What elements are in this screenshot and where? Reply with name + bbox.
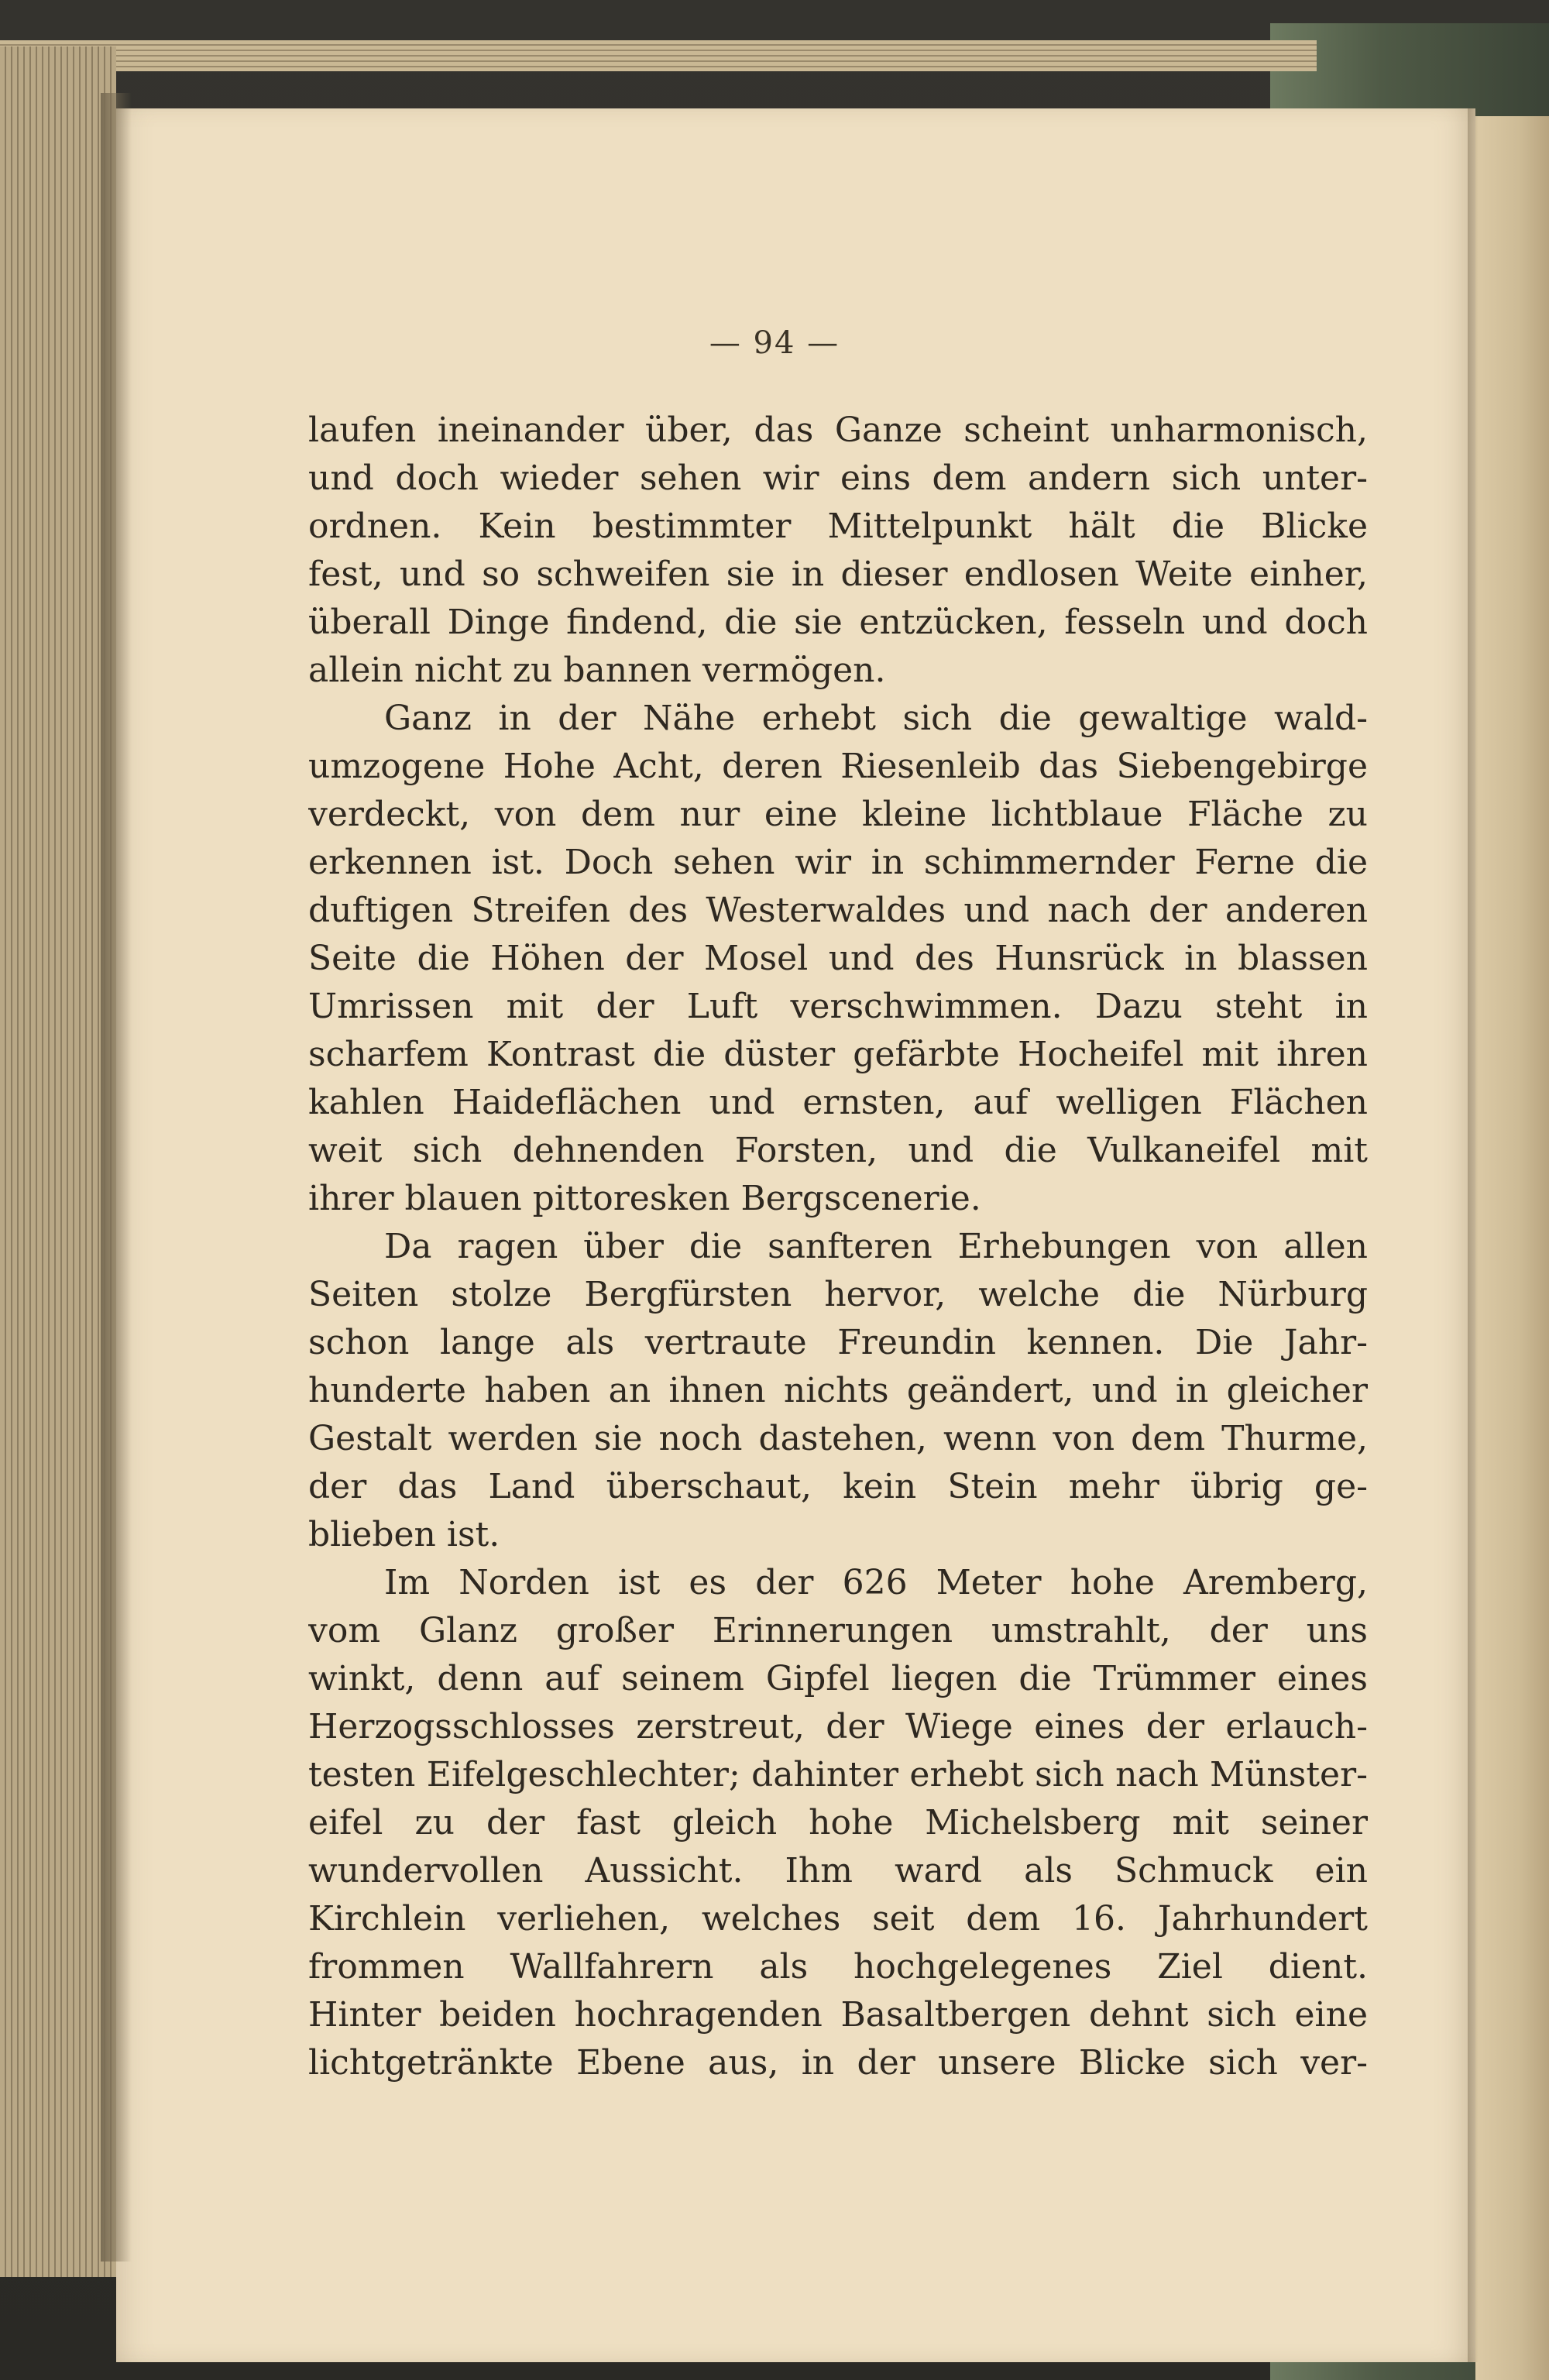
page-stack-left (0, 46, 116, 2277)
text-line: umzogene Hohe Acht, deren Riesenleib das Siebengebirge (308, 747, 1368, 786)
text-line: schon lange als vertraute Freundin kennen. Die Jahr- (308, 1323, 1368, 1362)
text-line: ordnen. Kein bestimmter Mittelpunkt hält die Blicke (308, 507, 1368, 546)
text-line: der das Land überschaut, kein Stein mehr übrig ge- (308, 1467, 1368, 1506)
text-line: wundervollen Aussicht. Ihm ward als Schmuck ein (308, 1851, 1368, 1891)
text-line: Kirchlein verliehen, welches seit dem 16. Jahrhundert (308, 1899, 1368, 1939)
text-line: blieben ist. (308, 1515, 500, 1554)
page-stack-top (0, 40, 1317, 71)
text-line: Gestalt werden sie noch dastehen, wenn von dem Thurme, (308, 1419, 1368, 1458)
text-line: erkennen ist. Doch sehen wir in schimmernder Ferne die (308, 843, 1368, 882)
text-line: Im Norden ist es der 626 Meter hohe Aremberg, (384, 1563, 1368, 1602)
text-line: frommen Wallfahrern als hochgelegenes Ziel dient. (308, 1947, 1368, 1987)
text-line: winkt, denn auf seinem Gipfel liegen die Trümmer eines (308, 1659, 1368, 1698)
text-line: allein nicht zu bannen vermögen. (308, 651, 886, 690)
text-line: und doch wieder sehen wir eins dem andern sich unter- (308, 458, 1368, 498)
page-gutter (1468, 108, 1479, 2362)
text-line: Hinter beiden hochragenden Basaltbergen dehnt sich eine (308, 1995, 1368, 2035)
text-line: kahlen Haideflächen und ernsten, auf welligen Flächen (308, 1083, 1368, 1122)
text-line: Seiten stolze Bergfürsten hervor, welche die Nürburg (308, 1275, 1368, 1314)
text-line: Ganz in der Nähe erhebt sich die gewaltige wald- (384, 699, 1368, 738)
text-line: hunderte haben an ihnen nichts geändert, und in gleicher (308, 1371, 1368, 1410)
text-line: testen Eifelgeschlechter; dahinter erhebt sich nach Münster- (308, 1755, 1368, 1794)
page-number: — 94 — (709, 325, 840, 361)
text-line: scharfem Kontrast die düster gefärbte Hocheifel mit ihren (308, 1035, 1368, 1074)
text-line: fest, und so schweifen sie in dieser endlosen Weite einher, (308, 555, 1368, 594)
text-line: verdeckt, von dem nur eine kleine lichtblaue Fläche zu (308, 795, 1368, 834)
text-line: vom Glanz großer Erinnerungen umstrahlt, der uns (308, 1611, 1368, 1650)
text-line: weit sich dehnenden Forsten, und die Vulkaneifel mit (308, 1131, 1368, 1170)
page-stack-right (1475, 116, 1549, 2380)
text-line: duftigen Streifen des Westerwaldes und nach der anderen (308, 891, 1368, 930)
text-line: Seite die Höhen der Mosel und des Hunsrück in blassen (308, 939, 1368, 978)
page-shadow (101, 93, 132, 2262)
text-line: lichtgetränkte Ebene aus, in der unsere Blicke sich ver- (308, 2043, 1368, 2083)
text-line: Umrissen mit der Luft verschwimmen. Dazu steht in (308, 987, 1368, 1026)
text-line: Da ragen über die sanfteren Erhebungen von allen (384, 1227, 1368, 1266)
text-line: überall Dinge findend, die sie entzücken, fesseln und doch (308, 603, 1368, 642)
text-line: ihrer blauen pittoresken Bergscenerie. (308, 1179, 981, 1218)
text-line: eifel zu der fast gleich hohe Michelsberg mit seiner (308, 1803, 1368, 1843)
body-text (308, 407, 1368, 2087)
text-line: Herzogsschlosses zerstreut, der Wiege eines der erlauch- (308, 1707, 1368, 1746)
text-line: laufen ineinander über, das Ganze scheint unharmonisch, (308, 410, 1368, 450)
